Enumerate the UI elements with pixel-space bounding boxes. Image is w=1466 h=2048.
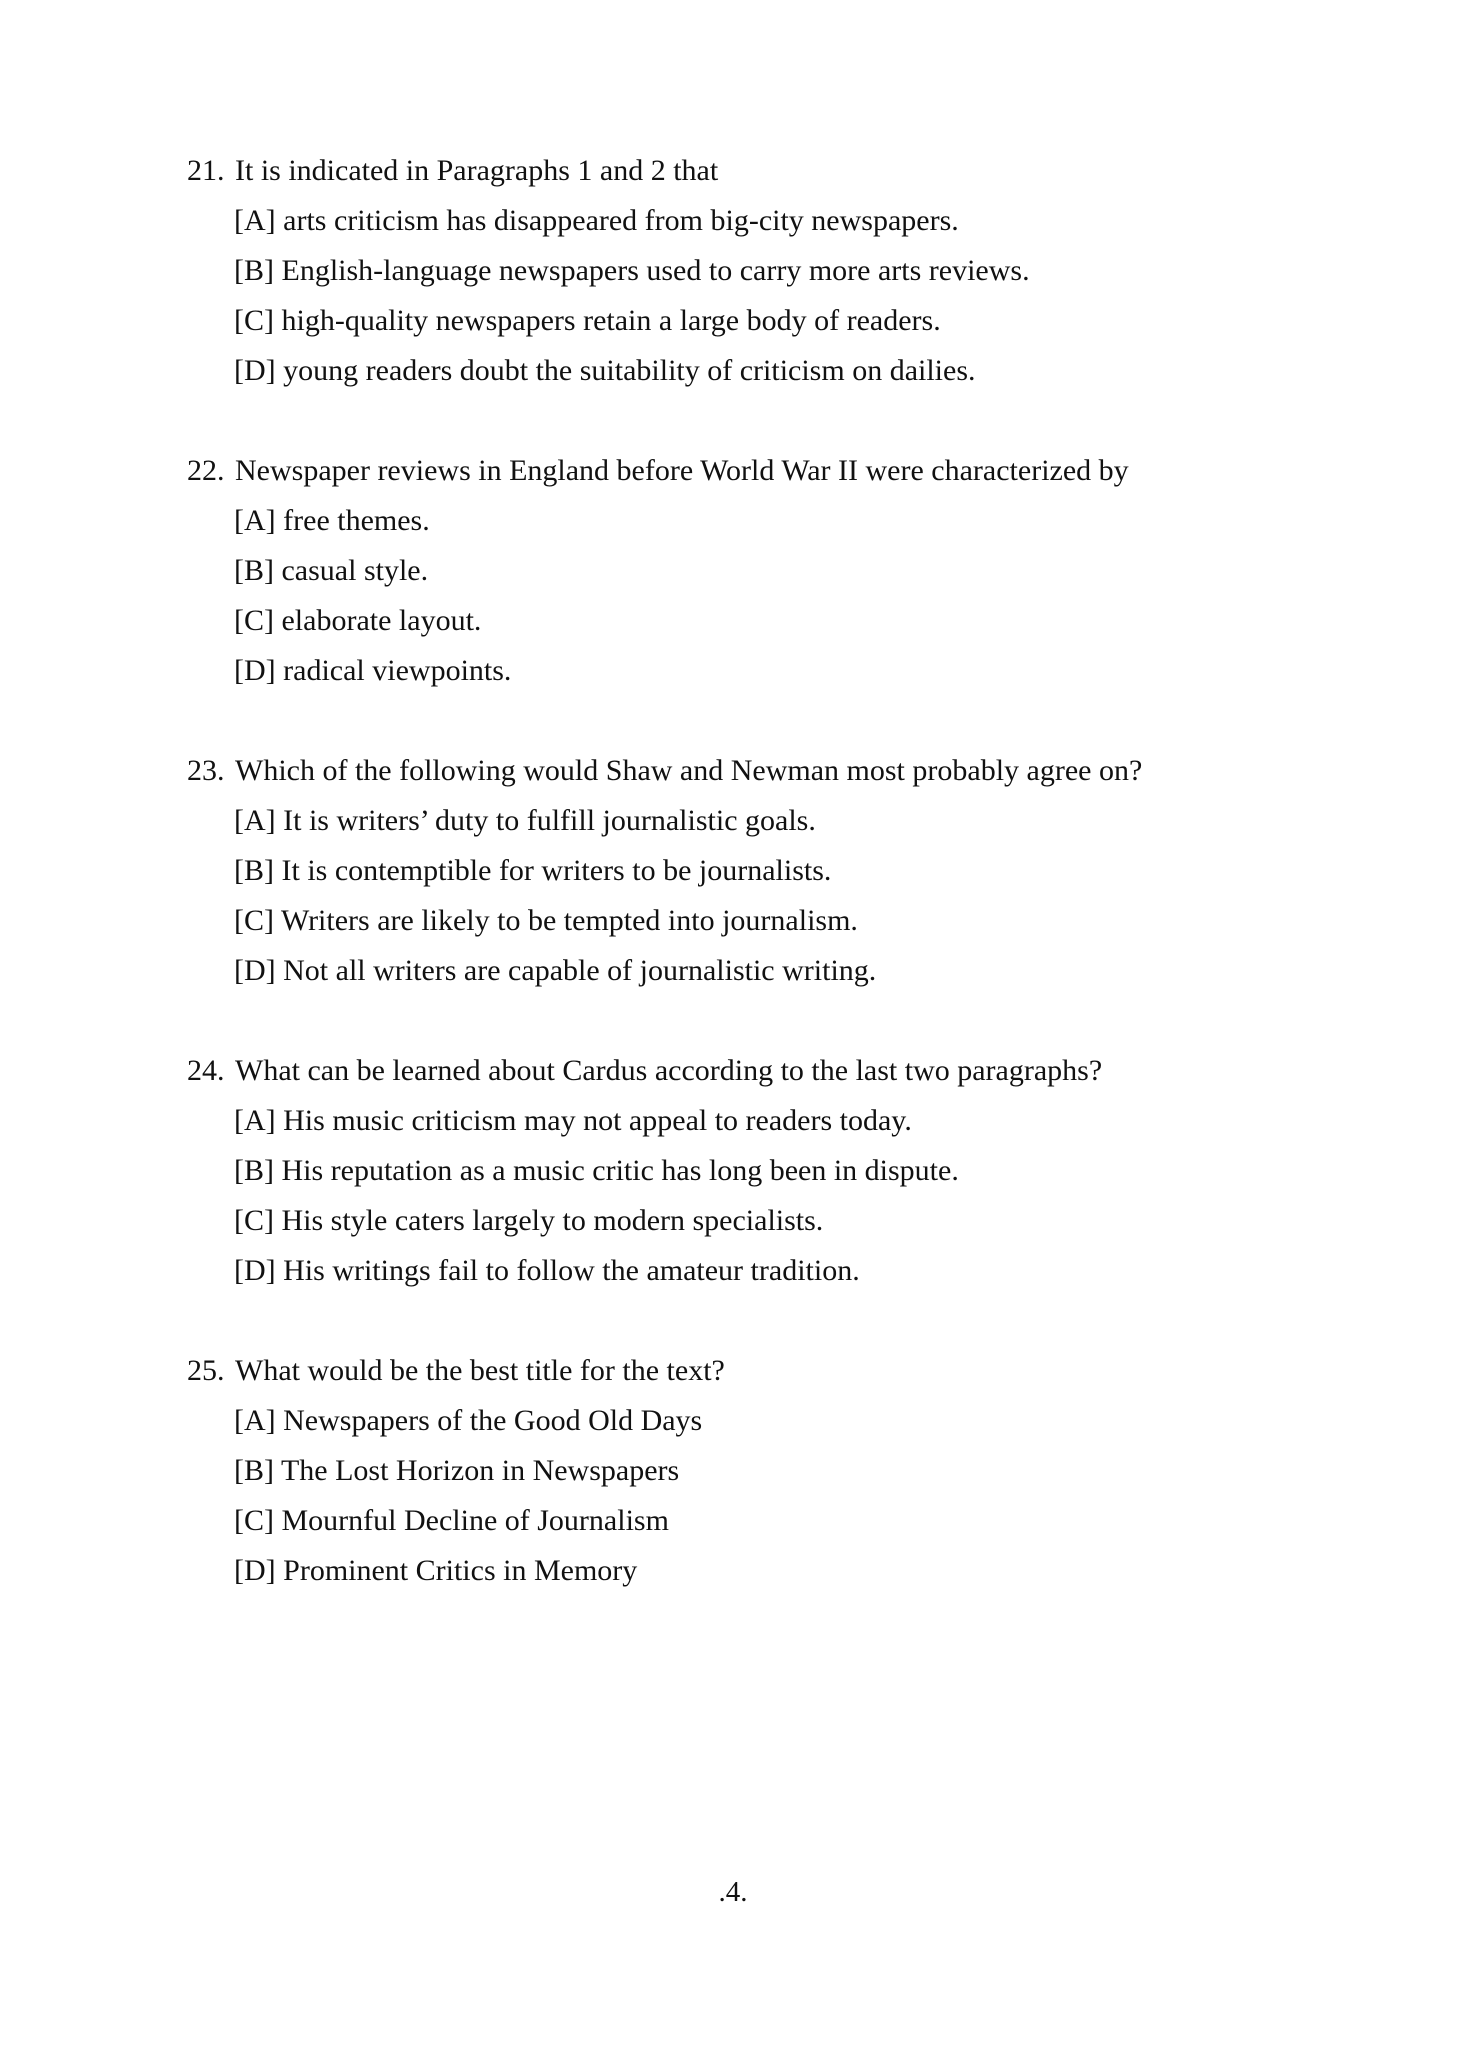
option-d: [D] His writings fail to follow the amateur tradition.	[234, 1254, 860, 1287]
option-a: [A] arts criticism has disappeared from big-city newspapers.	[234, 204, 959, 237]
option-c: [C] Mournful Decline of Journalism	[234, 1504, 669, 1537]
option-b: [B] casual style.	[234, 554, 429, 587]
question-stem	[187, 146, 1337, 196]
question-23	[187, 746, 1337, 996]
question-25	[187, 1346, 1337, 1596]
option-c: [C] high-quality newspapers retain a large body of readers.	[234, 304, 941, 337]
option-d: [D] young readers doubt the suitability of criticism on dailies.	[234, 354, 976, 387]
option-b: [B] His reputation as a music critic has long been in dispute.	[234, 1154, 959, 1187]
question-stem	[187, 746, 1337, 796]
question-number: 25.	[187, 1354, 225, 1387]
question-number: 21.	[187, 154, 225, 187]
question-number: 22.	[187, 454, 225, 487]
option-d: [D] Not all writers are capable of journalistic writing.	[234, 954, 877, 987]
question-text: What can be learned about Cardus according to the last two paragraphs?	[235, 1054, 1103, 1087]
option-c: [C] Writers are likely to be tempted into journalism.	[234, 904, 858, 937]
option-b: [B] English-language newspapers used to carry more arts reviews.	[234, 254, 1030, 287]
question-text: Which of the following would Shaw and Newman most probably agree on?	[235, 754, 1143, 787]
question-text: What would be the best title for the text?	[235, 1354, 725, 1387]
option-d: [D] radical viewpoints.	[234, 654, 512, 687]
question-text: Newspaper reviews in England before World War II were characterized by	[235, 454, 1129, 487]
question-21	[187, 146, 1337, 396]
option-a: [A] It is writers’ duty to fulfill journalistic goals.	[234, 804, 816, 837]
page-number: .4.	[718, 1876, 748, 1908]
question-22	[187, 446, 1337, 696]
question-number: 23.	[187, 754, 225, 787]
option-c: [C] elaborate layout.	[234, 604, 482, 637]
option-c: [C] His style caters largely to modern specialists.	[234, 1204, 824, 1237]
question-stem	[187, 1046, 1337, 1096]
option-a: [A] Newspapers of the Good Old Days	[234, 1404, 703, 1437]
option-a: [A] His music criticism may not appeal to readers today.	[234, 1104, 912, 1137]
question-number: 24.	[187, 1054, 225, 1087]
question-24	[187, 1046, 1337, 1296]
option-b: [B] The Lost Horizon in Newspapers	[234, 1454, 680, 1487]
question-text: It is indicated in Paragraphs 1 and 2 that	[235, 154, 719, 187]
question-stem	[187, 446, 1337, 496]
option-b: [B] It is contemptible for writers to be journalists.	[234, 854, 832, 887]
option-a: [A] free themes.	[234, 504, 430, 537]
question-stem	[187, 1346, 1337, 1396]
option-d: [D] Prominent Critics in Memory	[234, 1554, 638, 1587]
